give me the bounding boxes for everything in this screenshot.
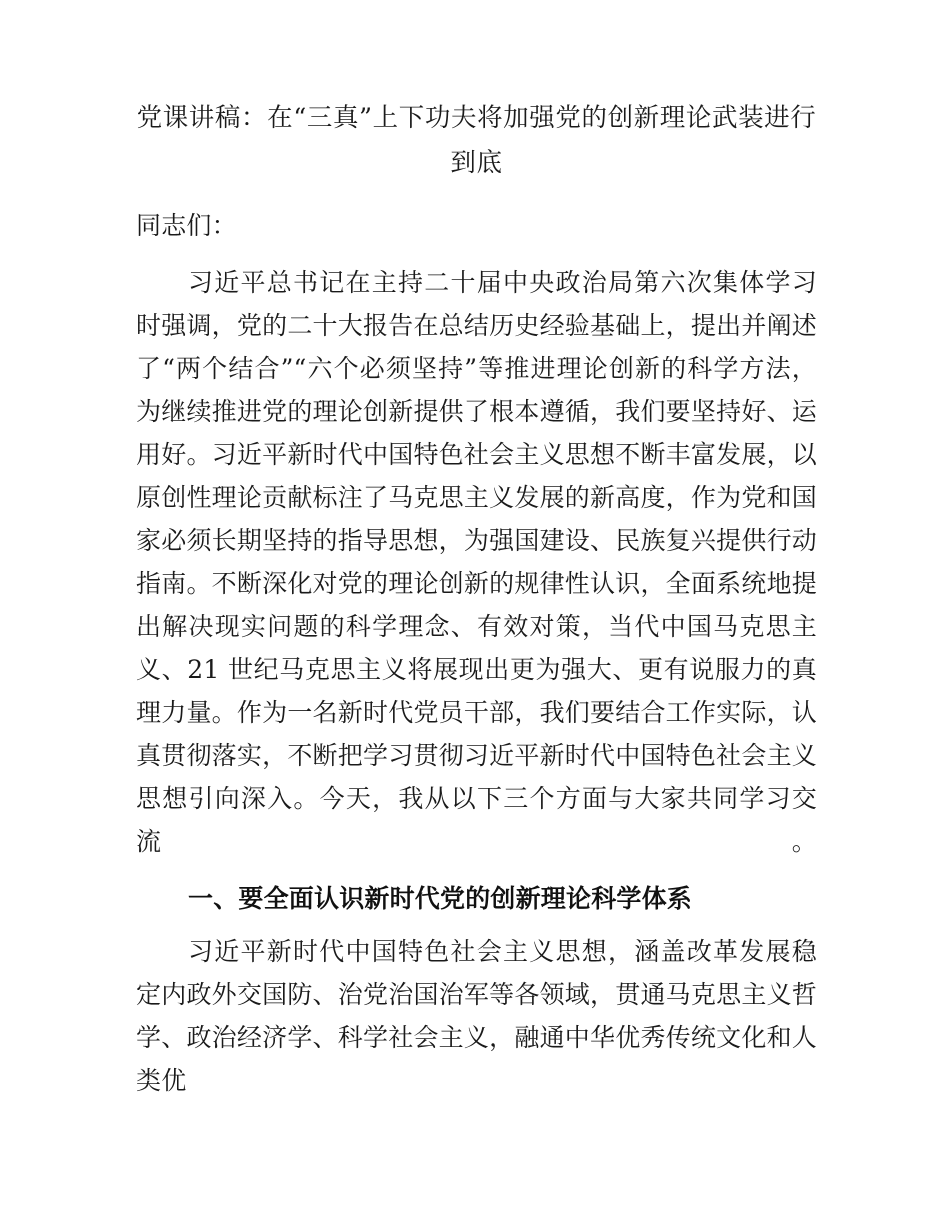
document-title-line-1: 党课讲稿：在“三真”上下功夫将加强党的创新理论武装进行 — [136, 103, 817, 133]
document-title-line-2: 到底 — [450, 148, 503, 178]
section-1-paragraph-1: 习近平新时代中国特色社会主义思想，涵盖改革发展稳定内政外交国防、治党治国治军等各领域，贯通马克思主义哲学、政治经济学、科学社会主义，融通中华优秀传统文化和人类优 — [136, 937, 817, 1095]
document-title — [136, 96, 817, 186]
section-heading-1: 一、要全面认识新时代党的创新理论科学体系 — [188, 884, 693, 913]
salutation: 同志们： — [136, 211, 237, 240]
body-paragraph-1: 习近平总书记在主持二十届中央政治局第六次集体学习时强调，党的二十大报告在总结历史经验基础上，提出并阐述了“两个结合”“六个必须坚持”等推进理论创新的科学方法，为继续推进党的理论创新提供了根本遵循，我们要坚持好、运用好。习近平新时代中国特色社会主义思想不断丰富发展，以原创性理论贡献标注了马克思主义发展的新高度，作为党和国家必须长期坚持的指导思想，为强国建设、民族复兴提供行动指南。不断深化对党的理论创新的规律性认识，全面系统地提出解决现实问题的科学理念、有效对策，当代中国马克思主义、21 世纪马克思主义将展现出更为强大、更有说服力的真理力量。作为一名新时代党员干部，我们要结合工作实际，认真贯彻落实，不断把学习贯彻习近平新时代中国特色社会主义思想引向深入。今天，我从以下三个方面与大家共同学习交流。 — [136, 268, 817, 856]
document-content — [136, 96, 817, 1102]
